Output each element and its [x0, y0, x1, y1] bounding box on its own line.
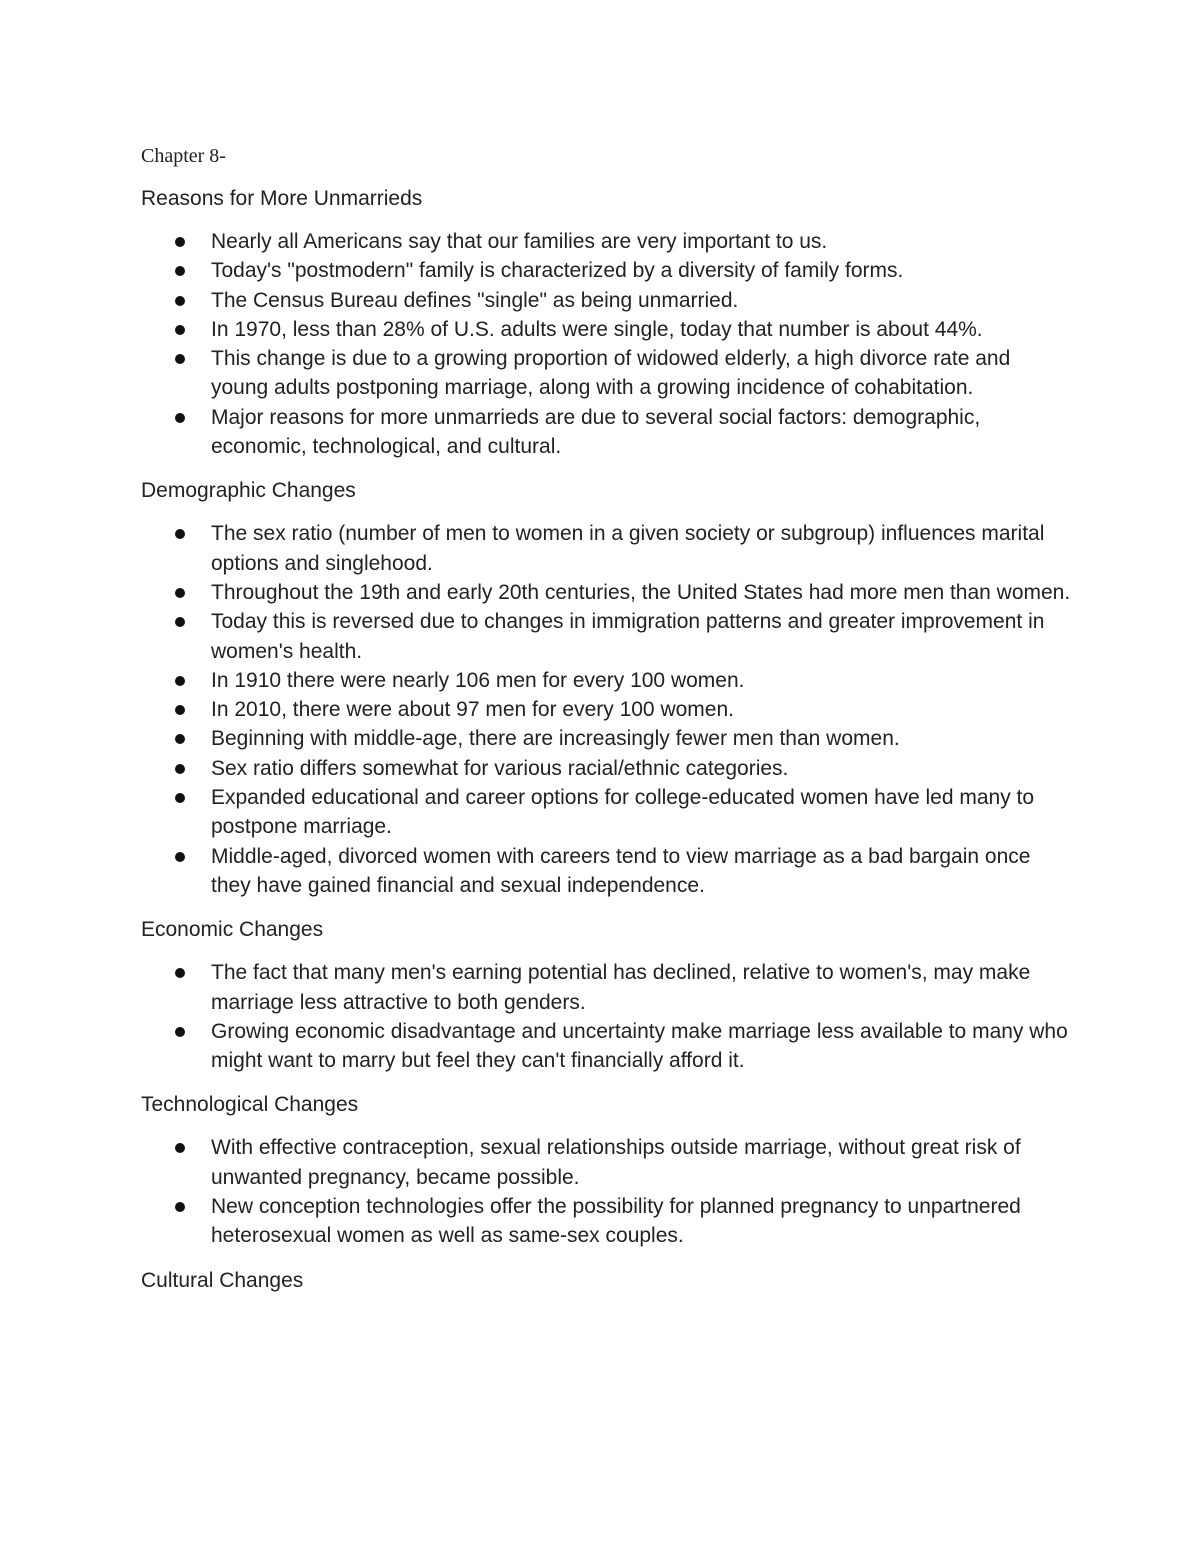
list-item — [141, 256, 1071, 285]
bullet-icon — [175, 529, 185, 539]
bullet-icon — [175, 617, 185, 627]
list-item-text: Sex ratio differs somewhat for various racial/ethnic categories. — [211, 756, 789, 780]
bullet-icon — [175, 852, 185, 862]
bullet-icon — [175, 325, 185, 335]
list-item — [141, 958, 1071, 1017]
list-item-text: The sex ratio (number of men to women in a given society or subgroup) influences marital options and singlehood. — [211, 522, 1045, 575]
list-item — [141, 1017, 1071, 1076]
section-heading: Reasons for More Unmarrieds — [141, 187, 423, 210]
list-item — [141, 1133, 1071, 1192]
bullet-icon — [175, 705, 185, 715]
list-item-text: In 2010, there were about 97 men for every 100 women. — [211, 698, 734, 722]
list-item-text: With effective contraception, sexual relationships outside marriage, without great risk of unwanted pregnancy, became possible. — [211, 1136, 1021, 1189]
bullet-icon — [175, 296, 185, 306]
bullet-list — [141, 958, 1071, 1075]
list-item — [141, 754, 1071, 783]
list-item — [141, 578, 1071, 607]
section-heading: Demographic Changes — [141, 479, 356, 503]
section — [141, 1266, 1071, 1295]
section — [141, 476, 1071, 900]
bullet-icon — [175, 413, 185, 423]
bullet-icon — [175, 968, 185, 978]
list-item-text: Today this is reversed due to changes in immigration patterns and greater improvement in women's health. — [211, 610, 1045, 663]
bullet-icon — [175, 1202, 185, 1212]
bullet-icon — [175, 734, 185, 744]
bullet-list — [141, 227, 1071, 461]
bullet-icon — [175, 588, 185, 598]
bullet-list — [141, 1133, 1071, 1250]
list-item-text: In 1970, less than 28% of U.S. adults were single, today that number is about 44%. — [211, 317, 983, 341]
list-item-text: Growing economic disadvantage and uncertainty make marriage less available to many who might want to marry but feel they can't financially afford it. — [211, 1019, 1068, 1073]
list-item — [141, 519, 1071, 578]
list-item — [141, 227, 1071, 256]
list-item — [141, 403, 1071, 462]
bullet-icon — [175, 1143, 185, 1153]
list-item — [141, 842, 1071, 901]
list-item-text: New conception technologies offer the possibility for planned pregnancy to unpartnered heterosexual women as well as same-sex couples. — [211, 1195, 1021, 1248]
bullet-icon — [175, 354, 185, 364]
list-item-text: Beginning with middle-age, there are increasingly fewer men than women. — [211, 727, 900, 751]
list-item — [141, 315, 1071, 344]
list-item-text: Today's "postmodern" family is characterized by a diversity of family forms. — [211, 259, 904, 283]
list-item-text: Major reasons for more unmarrieds are due to several social factors: demographic, economic, technological, and cultural. — [211, 405, 981, 459]
list-item-text: Expanded educational and career options for college-educated women have led many to postpone marriage. — [211, 786, 1035, 839]
section — [141, 1090, 1071, 1250]
section — [141, 915, 1071, 1075]
chapter-title: Chapter 8- — [141, 145, 226, 167]
section-heading: Technological Changes — [141, 1093, 359, 1117]
bullet-icon — [175, 1027, 185, 1037]
bullet-icon — [175, 266, 185, 276]
section-heading: Economic Changes — [141, 918, 324, 942]
list-item — [141, 286, 1071, 315]
sections-container — [141, 184, 1071, 1295]
list-item — [141, 607, 1071, 666]
list-item — [141, 1192, 1071, 1251]
list-item — [141, 695, 1071, 724]
bullet-icon — [175, 237, 185, 247]
bullet-icon — [175, 676, 185, 686]
section — [141, 184, 1071, 461]
bullet-icon — [175, 764, 185, 774]
list-item — [141, 666, 1071, 695]
list-item — [141, 344, 1071, 403]
list-item-text: In 1910 there were nearly 106 men for every 100 women. — [211, 668, 745, 692]
bullet-icon — [175, 793, 185, 803]
list-item-text: The fact that many men's earning potential has declined, relative to women's, may make marriage less attractive to both genders. — [211, 961, 1031, 1014]
list-item-text: Middle-aged, divorced women with careers tend to view marriage as a bad bargain once they have gained financial and sexual independence. — [211, 844, 1031, 897]
list-item-text: This change is due to a growing proportion of widowed elderly, a high divorce rate and young adults postponing marriage, along with a growing incidence of cohabitation. — [211, 347, 1011, 400]
list-item-text: Nearly all Americans say that our families are very important to us. — [211, 230, 828, 253]
list-item — [141, 783, 1071, 842]
bullet-list — [141, 519, 1071, 900]
list-item — [141, 724, 1071, 753]
list-item-text: The Census Bureau defines "single" as being unmarried. — [211, 288, 739, 312]
list-item-text: Throughout the 19th and early 20th centuries, the United States had more men than women. — [211, 580, 1071, 604]
document-page — [141, 140, 1071, 1309]
section-heading: Cultural Changes — [141, 1268, 304, 1292]
